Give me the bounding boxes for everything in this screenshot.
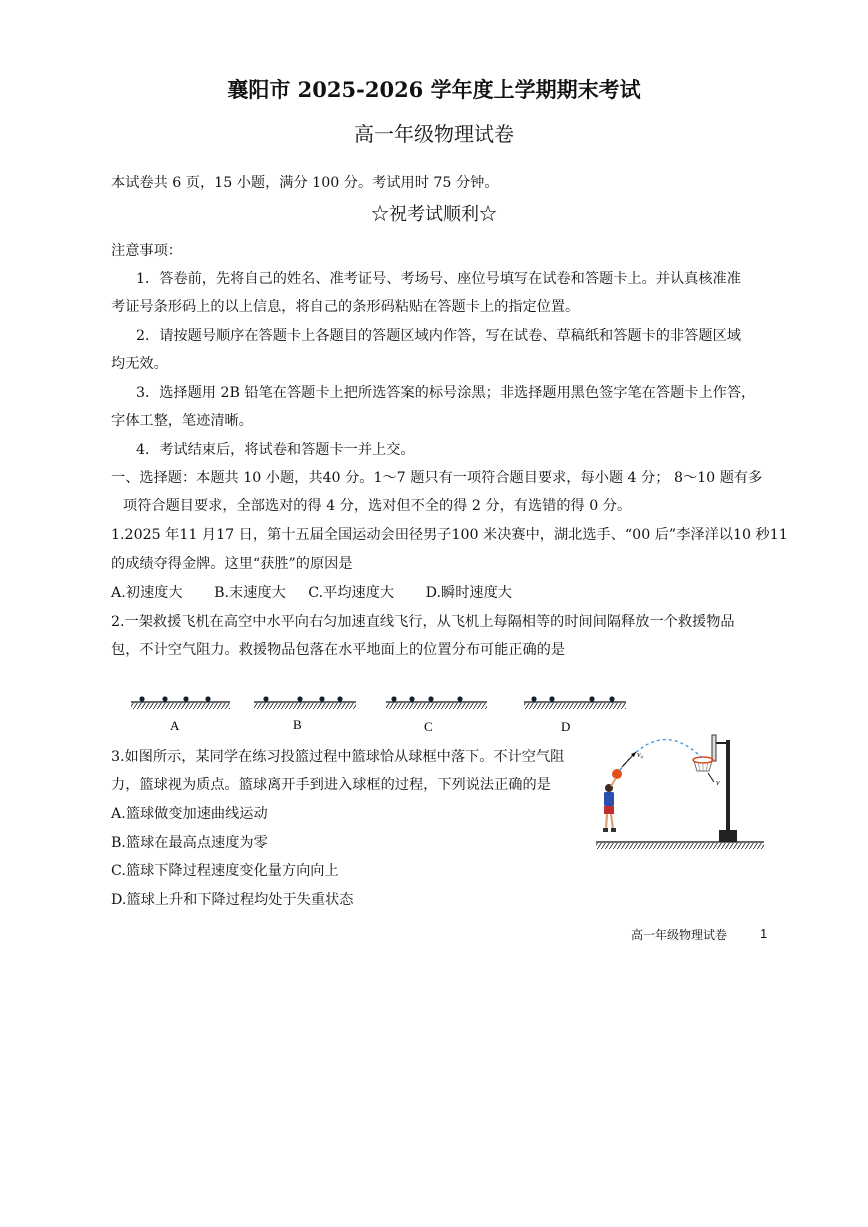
note-1-line-1: 1．答卷前，先将自己的姓名、准考证号、考场号、座位号填写在试卷和答题卡上。并认真核准准 <box>136 271 741 287</box>
q2-line-2: 包，不计空气阻力。救援物品包落在水平地面上的位置分布可能正确的是 <box>111 642 566 658</box>
blessing: ☆祝考试顺利☆ <box>371 204 497 225</box>
basketball-figure <box>590 728 770 850</box>
q2-option-b-figure <box>254 696 356 732</box>
basketball <box>612 769 622 779</box>
q2-option-c-figure <box>386 696 487 734</box>
v-arrow <box>708 773 714 782</box>
section-1-line-2: 项符合题目要求，全部选对的得 4 分，选对但不全的得 2 分，有选错的得 0 分。 <box>123 498 632 514</box>
section-1-line-1: 一、选择题：本题共 10 小题，共40 分。1～7 题只有一项符合题目要求，每小题 4 分； 8～10 题有多 <box>111 470 763 486</box>
q3-option-b: B.篮球在最高点速度为零 <box>111 835 268 851</box>
note-1-line-2: 考证号条形码上的以上信息，将自己的条形码粘贴在答题卡上的指定位置。 <box>111 299 580 315</box>
q3-option-c: C.篮球下降过程速度变化量方向向上 <box>111 863 339 879</box>
q2-label-b: B <box>293 717 302 732</box>
v-label: v <box>716 778 720 787</box>
q2-label-a: A <box>170 718 180 733</box>
q2-label-c: C <box>424 719 433 734</box>
exam-title: 襄阳市 2025-2026 学年度上学期期末考试 <box>227 77 641 102</box>
player <box>603 778 616 832</box>
hoop-base <box>719 830 737 842</box>
q3-line-2: 力，篮球视为质点。篮球离开手到进入球框的过程，下列说法正确的是 <box>111 777 551 793</box>
note-2-line-1: 2．请按题号顺序在答题卡上各题目的答题区域内作答，写在试卷、草稿纸和答题卡的非答题区域 <box>136 328 741 344</box>
page-number: 1 <box>760 926 768 941</box>
q2-options-figure <box>126 690 636 736</box>
exam-subtitle: 高一年级物理试卷 <box>354 122 514 146</box>
hoop-rim <box>693 757 713 763</box>
notes-heading: 注意事项： <box>111 243 182 259</box>
q3-option-d: D.篮球上升和下降过程均处于失重状态 <box>111 892 354 908</box>
note-4: 4．考试结束后，将试卷和答题卡一并上交。 <box>136 442 415 458</box>
exam-info: 本试卷共 6 页，15 小题，满分 100 分。考试用时 75 分钟。 <box>111 175 499 191</box>
q3-line-1: 3.如图所示，某同学在练习投篮过程中篮球恰从球框中落下。不计空气阻 <box>111 749 565 765</box>
backboard <box>712 735 716 761</box>
q2-line-1: 2.一架救援飞机在高空中水平向右匀加速直线飞行，从飞机上每隔相等的时间间隔释放一个救援物品 <box>111 614 735 630</box>
v0-label: v₀ <box>637 750 644 759</box>
note-2-line-2: 均无效。 <box>111 356 168 372</box>
q1-line-1: 1.2025 年11 月17 日，第十五届全国运动会田径男子100 米决赛中，湖北选手、“00 后”李泽洋以10 秒11 <box>111 527 788 543</box>
note-3-line-1: 3．选择题用 2B 铅笔在答题卡上把所选答案的标号涂黑；非选择题用黑色签字笔在答题卡上作答， <box>136 385 756 401</box>
q2-option-a-figure <box>131 696 230 733</box>
q3-option-a: A.篮球做变加速曲线运动 <box>111 806 268 822</box>
footer-title: 高一年级物理试卷 <box>631 928 728 942</box>
hoop-pole <box>726 740 730 832</box>
q1-options: A.初速度大 B.末速度大 C.平均速度大 D.瞬时速度大 <box>111 585 512 601</box>
note-3-line-2: 字体工整，笔迹清晰。 <box>111 413 253 429</box>
q2-label-d: D <box>561 719 571 734</box>
q1-line-2: 的成绩夺得金牌。这里“获胜”的原因是 <box>111 556 353 572</box>
